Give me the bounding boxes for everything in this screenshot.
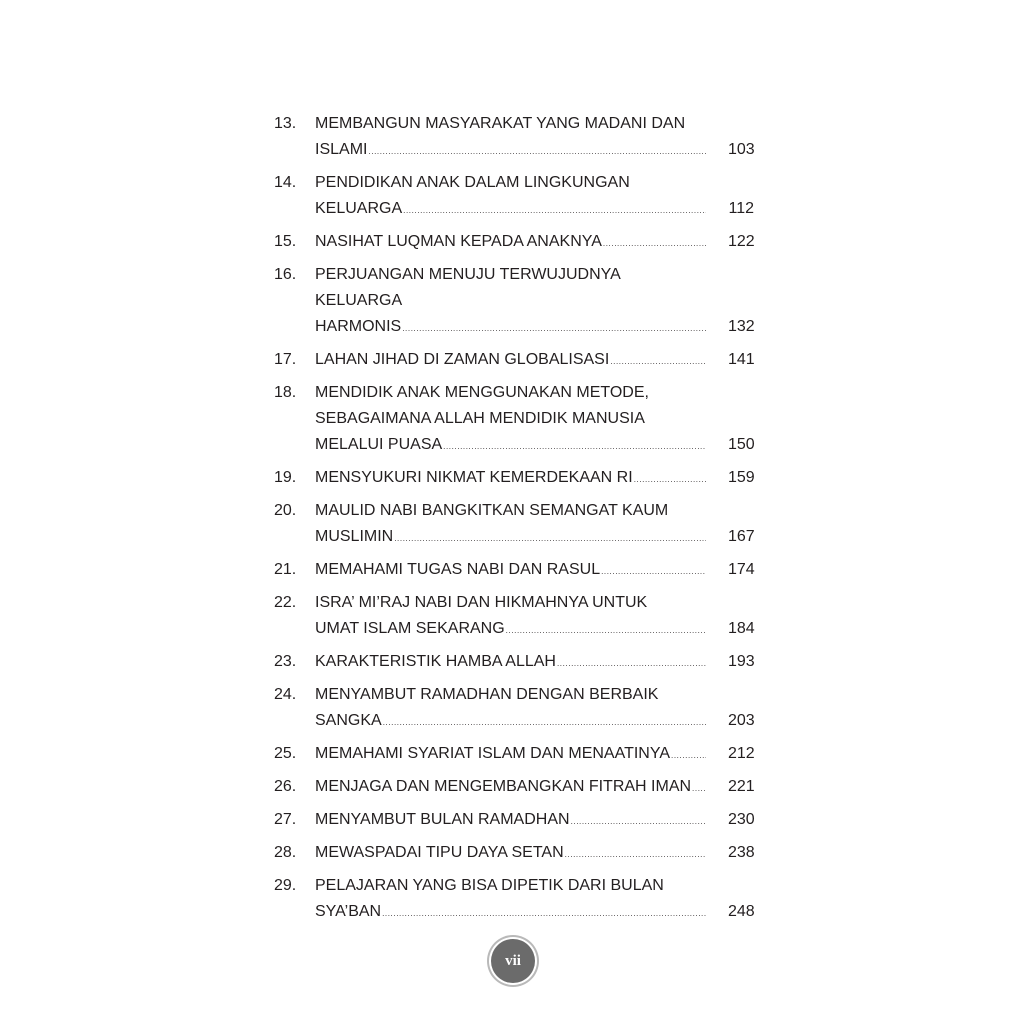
toc-entry-title-line: MENDIDIK ANAK MENGGUNAKAN METODE, [315, 384, 649, 401]
toc-entry-title [315, 498, 754, 550]
toc-entry-title [315, 380, 754, 458]
dot-leader [383, 718, 706, 728]
dot-leader [443, 442, 706, 452]
toc-entry[interactable] [274, 262, 754, 340]
toc-entry-title [315, 465, 754, 491]
toc-entry[interactable] [274, 380, 754, 458]
toc-entry[interactable] [274, 807, 754, 833]
page-folio-badge: vii [491, 939, 535, 983]
toc-entry-title [315, 774, 754, 800]
toc-entry-number: 19. [274, 469, 297, 486]
toc-entry-page-number: 248 [728, 903, 755, 920]
table-of-contents [274, 111, 754, 932]
toc-entry-title-last-line: MENSYUKURI NIKMAT KEMERDEKAAN RI [315, 469, 633, 486]
dot-leader [565, 850, 706, 860]
toc-entry-title [315, 682, 754, 734]
toc-entry[interactable] [274, 111, 754, 163]
dot-leader [557, 659, 706, 669]
toc-entry-title-last-line: SANGKA [315, 712, 382, 729]
toc-entry-title-last-line: HARMONIS [315, 318, 402, 335]
toc-entry-title-last-line: MELALUI PUASA [315, 436, 443, 453]
toc-entry-title-last-line: NASIHAT LUQMAN KEPADA ANAKNYA [315, 233, 602, 250]
toc-entry-number: 25. [274, 745, 297, 762]
toc-entry-title-line: ISRA’ MI’RAJ NABI DAN HIKMAHNYA UNTUK [315, 594, 648, 611]
toc-entry-title-line: SEBAGAIMANA ALLAH MENDIDIK MANUSIA [315, 410, 645, 427]
toc-entry-title-last-line: MEWASPADAI TIPU DAYA SETAN [315, 844, 564, 861]
toc-entry[interactable] [274, 465, 754, 491]
toc-entry-title-last-line: SYA’BAN [315, 903, 382, 920]
dot-leader [382, 909, 706, 919]
toc-entry[interactable] [274, 840, 754, 866]
toc-entry-title [315, 807, 754, 833]
toc-entry-title-last-line: LAHAN JIHAD DI ZAMAN GLOBALISASI [315, 351, 610, 368]
dot-leader [603, 239, 706, 249]
dot-leader [506, 626, 706, 636]
toc-entry-title [315, 170, 754, 222]
toc-entry[interactable] [274, 682, 754, 734]
toc-entry-number: 17. [274, 351, 297, 368]
dot-leader [692, 784, 706, 794]
toc-entry-title-line: MAULID NABI BANGKITKAN SEMANGAT KAUM [315, 502, 669, 519]
toc-entry-page-number: 203 [728, 712, 755, 729]
toc-entry-number: 26. [274, 778, 297, 795]
dot-leader [394, 534, 706, 544]
toc-entry-number: 15. [274, 233, 297, 250]
toc-entry[interactable] [274, 557, 754, 583]
toc-entry-number: 20. [274, 502, 297, 519]
toc-entry[interactable] [274, 498, 754, 550]
toc-entry-page-number: 122 [728, 233, 755, 250]
toc-entry-page-number: 132 [728, 318, 755, 335]
toc-entry[interactable] [274, 774, 754, 800]
toc-entry-title [315, 840, 754, 866]
toc-entry-number: 16. [274, 266, 297, 283]
toc-entry-page-number: 174 [728, 561, 755, 578]
toc-entry-title [315, 111, 754, 163]
toc-entry-title [315, 741, 754, 767]
toc-entry-page-number: 221 [728, 778, 755, 795]
toc-entry-title-last-line: KELUARGA [315, 200, 403, 217]
toc-entry-page-number: 167 [728, 528, 755, 545]
toc-entry-title-line: PENDIDIKAN ANAK DALAM LINGKUNGAN [315, 174, 630, 191]
toc-entry-number: 23. [274, 653, 297, 670]
toc-entry-number: 22. [274, 594, 297, 611]
toc-entry-title-last-line: ISLAMI [315, 141, 368, 158]
toc-entry-title-line: MEMBANGUN MASYARAKAT YANG MADANI DAN [315, 115, 686, 132]
toc-entry-title [315, 262, 754, 340]
toc-entry[interactable] [274, 347, 754, 373]
toc-entry-number: 27. [274, 811, 297, 828]
toc-entry-title [315, 347, 754, 373]
toc-entry[interactable] [274, 229, 754, 255]
toc-entry[interactable] [274, 649, 754, 675]
toc-entry-page-number: 103 [728, 141, 755, 158]
toc-entry-number: 14. [274, 174, 297, 191]
toc-entry-number: 13. [274, 115, 297, 132]
toc-entry-title-last-line: MEMAHAMI TUGAS NABI DAN RASUL [315, 561, 601, 578]
toc-entry-page-number: 212 [728, 745, 755, 762]
toc-entry-page-number: 184 [728, 620, 755, 637]
toc-entry-title-last-line: MUSLIMIN [315, 528, 394, 545]
toc-entry-title [315, 229, 754, 255]
toc-entry-page-number: 193 [728, 653, 755, 670]
toc-entry-page-number: 150 [728, 436, 755, 453]
dot-leader [671, 751, 706, 761]
toc-entry-title-line: MENYAMBUT RAMADHAN DENGAN BERBAIK [315, 686, 659, 703]
toc-entry-title [315, 557, 754, 583]
toc-entry-number: 28. [274, 844, 297, 861]
dot-leader [571, 817, 706, 827]
toc-entry-page-number: 112 [728, 200, 754, 217]
dot-leader [610, 357, 706, 367]
toc-entry-title-line: PERJUANGAN MENUJU TERWUJUDNYA KELUARGA [315, 266, 620, 309]
toc-entry-title [315, 590, 754, 642]
toc-entry-number: 18. [274, 384, 297, 401]
toc-entry[interactable] [274, 873, 754, 925]
dot-leader [601, 567, 706, 577]
toc-entry-title-last-line: UMAT ISLAM SEKARANG [315, 620, 505, 637]
toc-entry-title-last-line: KARAKTERISTIK HAMBA ALLAH [315, 653, 556, 670]
dot-leader [403, 206, 706, 216]
toc-entry[interactable] [274, 590, 754, 642]
toc-entry-number: 21. [274, 561, 297, 578]
toc-entry-title-last-line: MENYAMBUT BULAN RAMADHAN [315, 811, 570, 828]
toc-entry-page-number: 238 [728, 844, 755, 861]
toc-entry-number: 24. [274, 686, 297, 703]
toc-entry-number: 29. [274, 877, 297, 894]
toc-entry-title-last-line: MENJAGA DAN MENGEMBANGKAN FITRAH IMAN [315, 778, 692, 795]
toc-entry-title [315, 649, 754, 675]
toc-entry-page-number: 159 [728, 469, 755, 486]
toc-entry-page-number: 141 [728, 351, 755, 368]
dot-leader [402, 324, 706, 334]
toc-entry-title-line: PELAJARAN YANG BISA DIPETIK DARI BULAN [315, 877, 664, 894]
toc-entry[interactable] [274, 741, 754, 767]
dot-leader [634, 475, 706, 485]
toc-entry-title [315, 873, 754, 925]
toc-entry-title-last-line: MEMAHAMI SYARIAT ISLAM DAN MENAATINYA [315, 745, 671, 762]
toc-entry[interactable] [274, 170, 754, 222]
dot-leader [368, 147, 706, 157]
toc-entry-page-number: 230 [728, 811, 755, 828]
